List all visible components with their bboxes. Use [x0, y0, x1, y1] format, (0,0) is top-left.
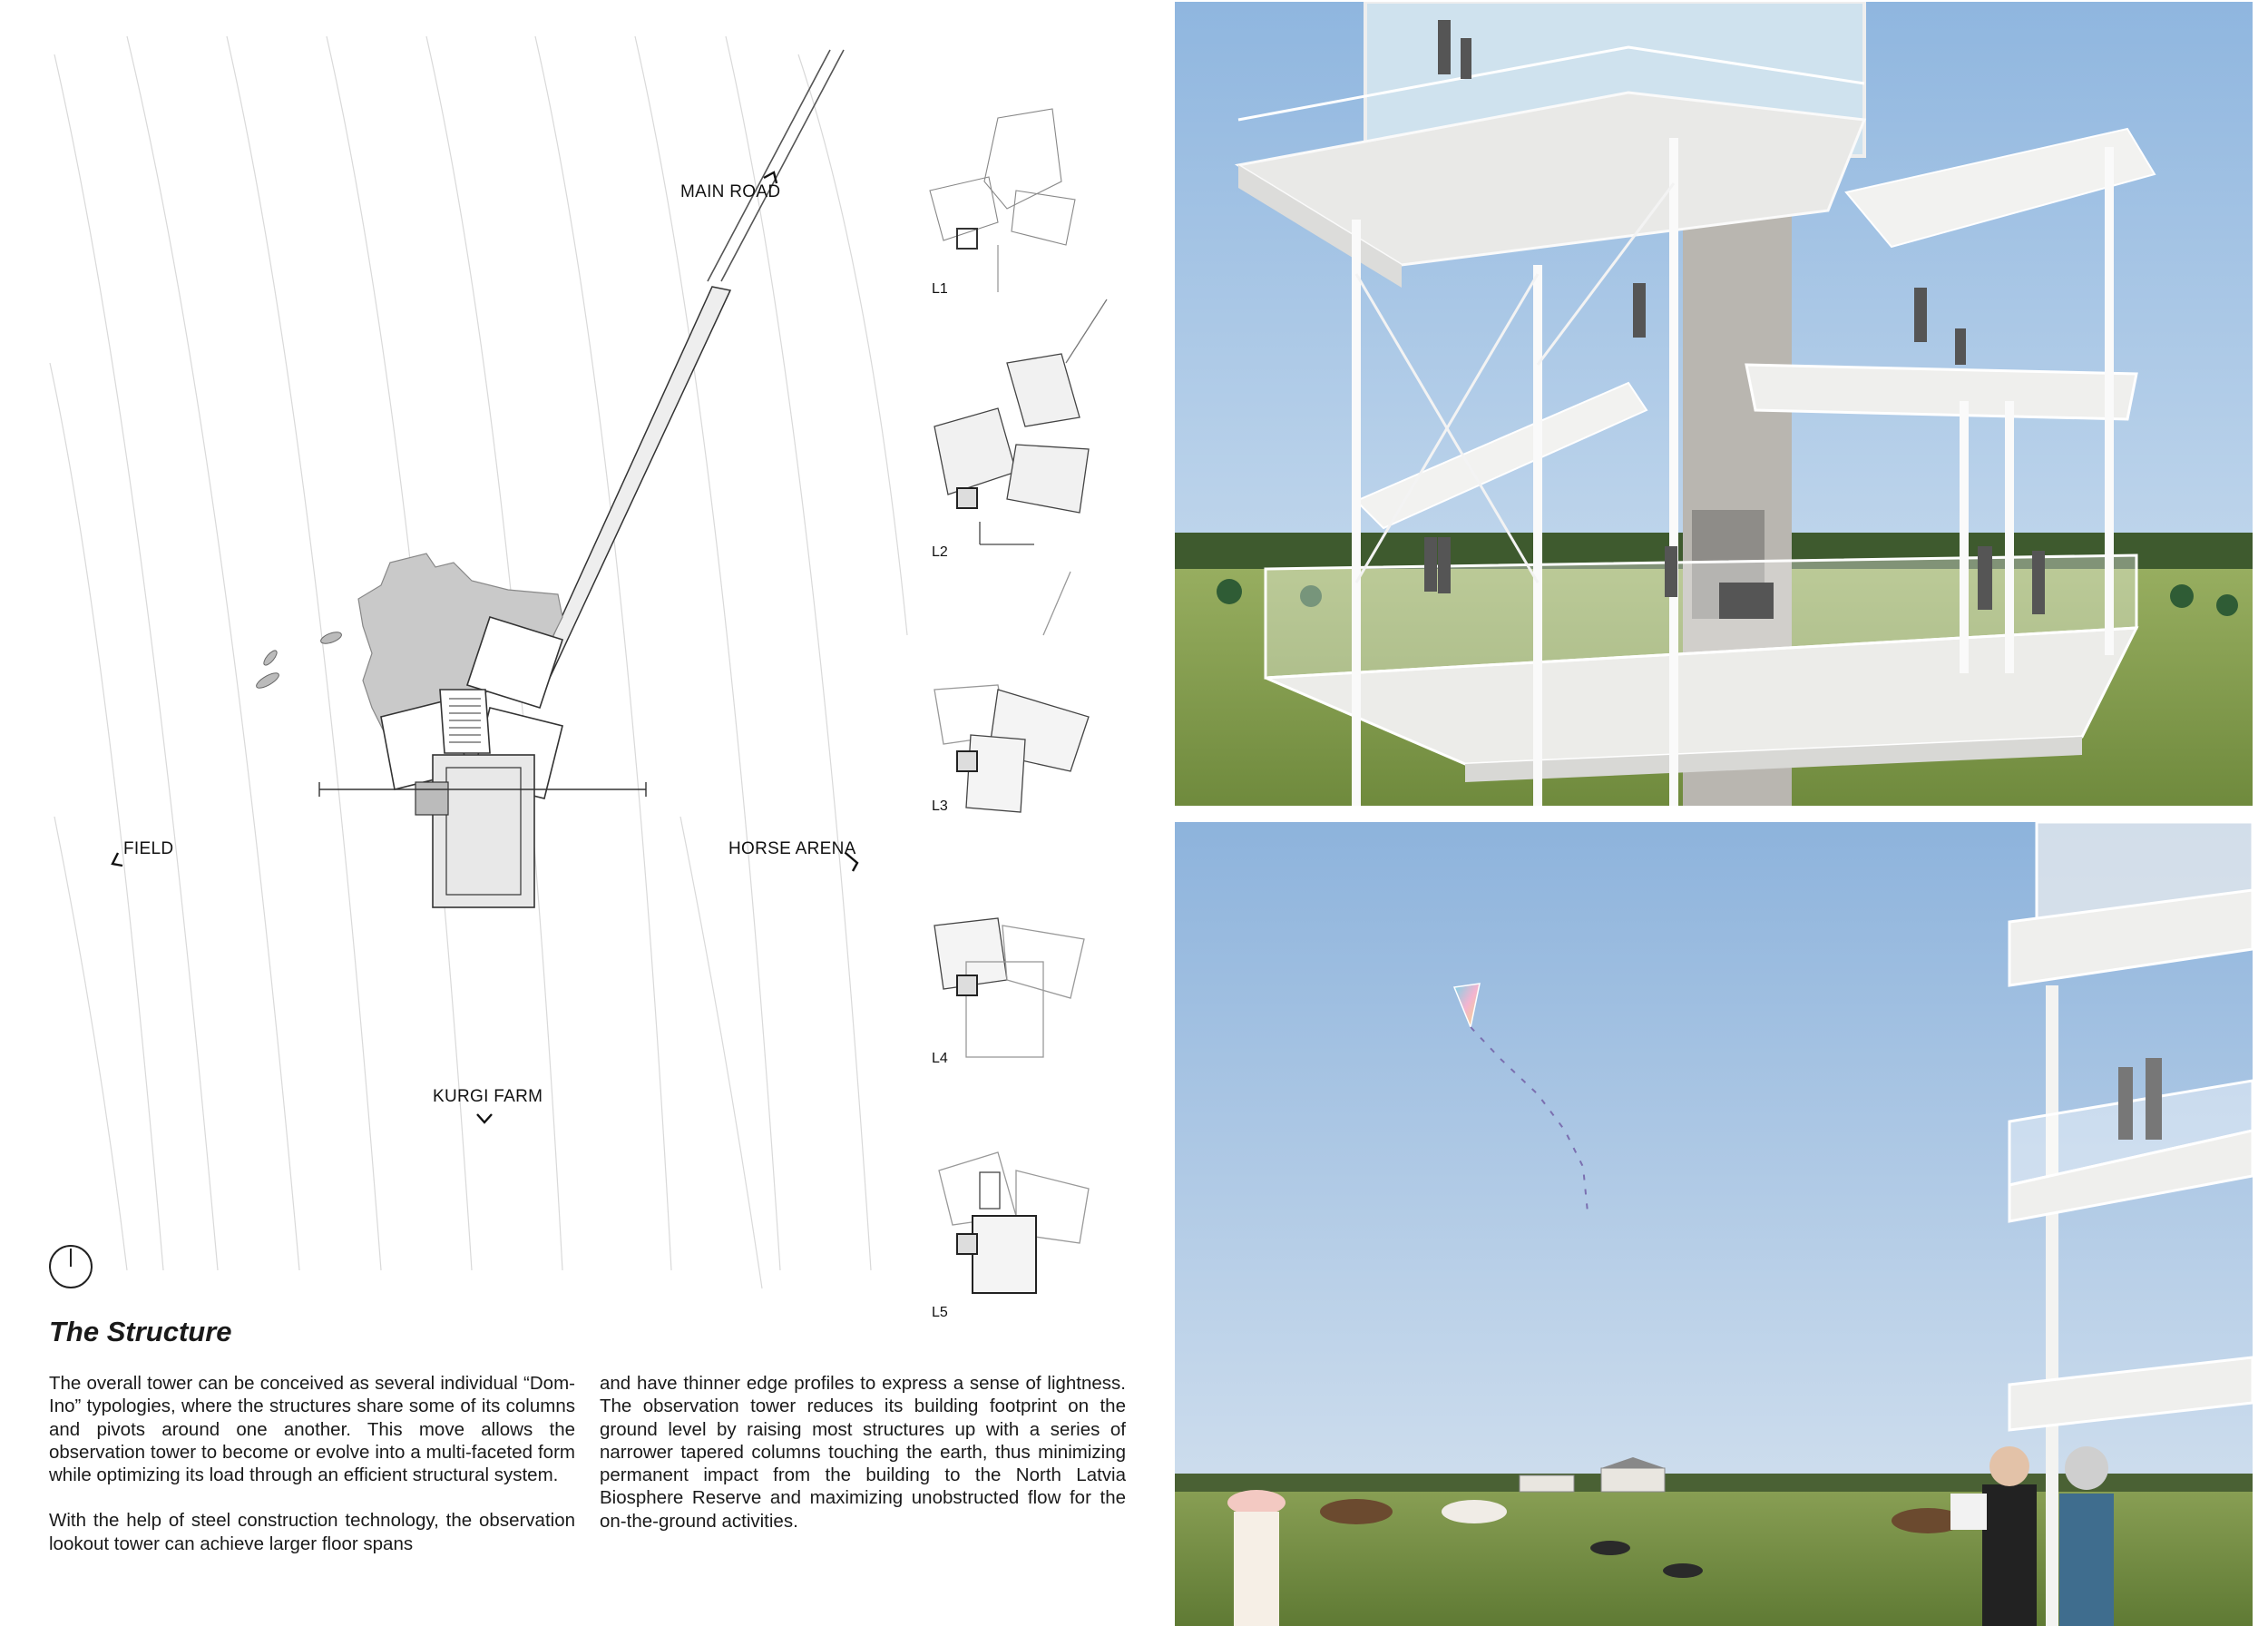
- field-label: FIELD: [123, 839, 174, 858]
- level-label-l3: L3: [932, 798, 948, 814]
- field-render-image: [1175, 822, 2253, 1626]
- child-figure: [1227, 1490, 1286, 1626]
- main-road: [708, 50, 844, 281]
- level-label-l2: L2: [932, 544, 948, 560]
- site-figures: [254, 630, 343, 691]
- access-path: [531, 287, 730, 690]
- paragraph: With the help of steel construction technology, the observation lookout tower can achieve larger floor spans: [49, 1510, 575, 1554]
- field-render-illustration: [1175, 822, 2253, 1626]
- base-pool: [433, 755, 534, 907]
- tower-render-image: [1175, 2, 2253, 806]
- floor-plan-l1: [930, 109, 1075, 292]
- text-column-1: [49, 1372, 575, 1555]
- floor-plan-l4: [934, 918, 1084, 1057]
- level-label-l1: L1: [932, 281, 948, 297]
- paragraph: and have thinner edge profiles to express a sense of lightness. The observation tower reduces its building footprint on the ground level by raising most structures up with a series of narrower tapered columns touching the earth, thus minimizing permanent impact from the building to the North Latvia Biosphere Reserve and maximizing unobstructed flow for the on-the-ground activities.: [600, 1373, 1126, 1532]
- floor-plan-l3: [934, 572, 1089, 812]
- kurgi-farm-label: KURGI FARM: [433, 1087, 543, 1106]
- text-column-2: [600, 1372, 1126, 1533]
- horse-arena-label: HORSE ARENA: [728, 839, 856, 858]
- north-compass-icon: [49, 1245, 93, 1288]
- floor-plan-l2: [934, 299, 1107, 544]
- core: [415, 782, 448, 815]
- section-title: The Structure: [49, 1316, 232, 1347]
- tower-render-illustration: [1175, 2, 2253, 806]
- site-plan-drawing: [0, 0, 1170, 1307]
- main-road-label: MAIN ROAD: [680, 182, 781, 201]
- level-label-l4: L4: [932, 1051, 948, 1066]
- paragraph: The overall tower can be conceived as several individual “Dom-Ino” typologies, where the structures share some of its columns and pivots around one another. This move allows the observation tower to become or evolve into a multi-faceted form while optimizing its load through an efficient structural system.: [49, 1373, 575, 1486]
- floor-plan-l5: [939, 1152, 1089, 1293]
- level-label-l5: L5: [932, 1305, 948, 1320]
